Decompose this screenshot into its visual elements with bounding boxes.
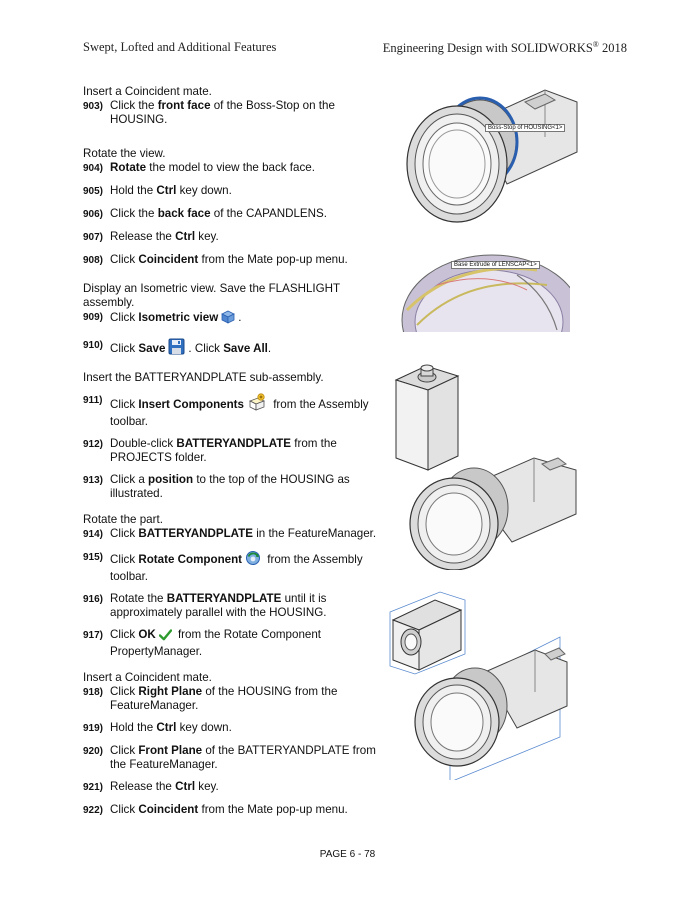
- step-text: Click Coincident from the Mate pop-up menu.: [110, 253, 348, 266]
- step-918: [83, 685, 393, 713]
- step-text: Click Right Plane of the HOUSING from the FeatureManager.: [110, 685, 338, 712]
- step-text: Click Rotate Component from the Assembly toolbar.: [110, 550, 393, 584]
- step-number: 916): [83, 594, 104, 605]
- step-text: Click the back face of the CAPANDLENS.: [110, 207, 327, 220]
- section-intro-coincident-1: Insert a Coincident mate.: [83, 85, 212, 98]
- isometric-view-icon[interactable]: [221, 310, 235, 328]
- step-903: [83, 99, 393, 127]
- step-910: [83, 338, 393, 359]
- rotate-component-icon[interactable]: [245, 550, 261, 570]
- step-text: Click Save . Click Save All.: [110, 338, 393, 359]
- step-text: Click OK from the Rotate Component PropertyManager.: [110, 628, 322, 658]
- lenscap-callout: Base Extrude of LENSCAP<1>: [451, 261, 540, 269]
- section-intro-coincident-2: Insert a Coincident mate.: [83, 671, 212, 684]
- step-number: 920): [83, 746, 104, 757]
- section-intro-insert-subassembly: Insert the BATTERYANDPLATE sub-assembly.: [83, 371, 324, 384]
- step-number: 921): [83, 782, 104, 793]
- step-text: Rotate the model to view the back face.: [110, 161, 315, 174]
- step-920: [83, 744, 393, 772]
- step-number: 915): [83, 552, 104, 563]
- page-number: PAGE 6 - 78: [319, 849, 376, 860]
- step-922: [83, 803, 393, 818]
- step-916: [83, 592, 393, 620]
- section-intro-rotate-view: Rotate the view.: [83, 147, 166, 160]
- step-text: Hold the Ctrl key down.: [110, 721, 232, 734]
- step-text: Click Insert Components from the Assembly toolbar.: [110, 393, 393, 429]
- step-905: [83, 184, 393, 199]
- figure-housing-rotated: [408, 452, 578, 570]
- step-number: 922): [83, 805, 104, 816]
- step-915: [83, 550, 393, 584]
- step-text: Release the Ctrl key.: [110, 780, 219, 793]
- step-number: 914): [83, 529, 104, 540]
- step-906: [83, 207, 393, 222]
- running-header-right: [383, 40, 627, 56]
- header-year: 2018: [598, 41, 627, 56]
- step-904: [83, 161, 393, 176]
- step-number: 909): [83, 312, 104, 323]
- section-intro-rotate-part: Rotate the part.: [83, 513, 163, 526]
- section-intro-isometric-save: Display an Isometric view. Save the FLASHLIGHT assembly.: [83, 282, 340, 309]
- insert-components-icon[interactable]: [247, 393, 267, 415]
- step-text: Click the front face of the Boss-Stop on the HOUSING.: [110, 99, 335, 126]
- step-number: 913): [83, 475, 104, 486]
- step-917: [83, 628, 393, 659]
- step-number: 918): [83, 687, 104, 698]
- step-text: Click Isometric view .: [110, 310, 393, 328]
- step-912: [83, 437, 393, 465]
- step-number: 908): [83, 255, 104, 266]
- boss-stop-callout: Boss-Stop of HOUSING<1>: [485, 124, 565, 132]
- step-number: 917): [83, 630, 104, 641]
- step-919: [83, 721, 393, 736]
- step-text: Click BATTERYANDPLATE in the FeatureManager.: [110, 527, 377, 540]
- step-908: [83, 253, 393, 268]
- header-book-title: Engineering Design with SOLIDWORKS: [382, 41, 593, 56]
- step-text: Rotate the BATTERYANDPLATE until it is approximately parallel with the HOUSING.: [110, 592, 327, 619]
- step-921: [83, 780, 393, 795]
- step-907: [83, 230, 393, 245]
- step-text: Double-click BATTERYANDPLATE from the PROJECTS folder.: [110, 437, 337, 464]
- step-text: Release the Ctrl key.: [110, 230, 219, 243]
- save-icon[interactable]: [168, 338, 185, 359]
- step-text: Hold the Ctrl key down.: [110, 184, 232, 197]
- figure-capandlens-back-face: [397, 250, 570, 332]
- step-number: 910): [83, 340, 104, 351]
- step-911: [83, 393, 393, 429]
- step-number: 905): [83, 186, 104, 197]
- step-number: 912): [83, 439, 104, 450]
- running-header-left: Swept, Lofted and Additional Features: [83, 40, 277, 54]
- step-number: 904): [83, 163, 104, 174]
- step-text: Click Coincident from the Mate pop-up menu.: [110, 803, 348, 816]
- step-909: [83, 310, 393, 328]
- step-number: 903): [83, 101, 104, 112]
- step-number: 907): [83, 232, 104, 243]
- ok-checkmark-icon[interactable]: [159, 629, 172, 645]
- step-913: [83, 473, 393, 501]
- step-text: Click Front Plane of the BATTERYANDPLATE from the FeatureManager.: [110, 744, 376, 771]
- figure-housing-boss-stop: [395, 82, 580, 234]
- step-number: 906): [83, 209, 104, 220]
- step-text: Click a position to the top of the HOUSING as illustrated.: [110, 473, 350, 500]
- instructions: [83, 85, 393, 826]
- registered-mark: ®: [592, 40, 599, 49]
- step-914: [83, 527, 393, 542]
- step-number: 911): [83, 395, 103, 406]
- figure-battery-housing-planes: [385, 582, 575, 780]
- step-number: 919): [83, 723, 104, 734]
